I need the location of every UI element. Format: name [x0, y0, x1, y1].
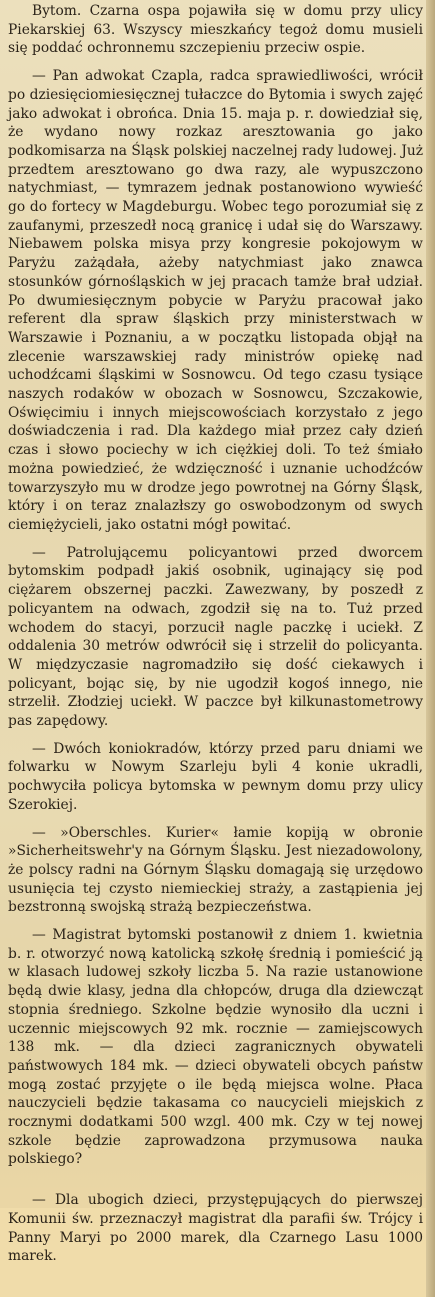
paragraph-school: — Magistrat bytomski postanowił z dniem 1. kwietnia b. r. otworzyć nową katolicką szkołę średnią i pomieścić ją w klasach ludowej szkoły liczba 5. Na razie ustanowione będą dwie klasy, jedna dla chłopców, druga dla dziewcząt stopnia średniego. Szkolne będzie wynosiło dla uczni i uczennic miejscowych 92 mk. rocznie — zamiejscowych 138 mk. — dla dzieci zagranicznych obywateli państwowych 184 mk. — dzieci obywateli obcych państw mogą zostać przyjęte o ile będą miejsca wolne. Płaca nauczycieli będzie takasama co naucycieli miejskich z rocznymi dodatkami 500 wzgl. 400 mk. Czy w tej nowej szkole będzie zaprowadzona przymusowa nauka polskiego?: [8, 927, 423, 1168]
paragraph-policeman: — Patrolującemu policyantowi przed dworcem bytomskim podpadł jakiś osobnik, uginający się pod ciężarem obszernej paczki. Zawezwany, by poszedł z policyantem na odwach, zgodził się na to. Tuż przed wchodem do stacyi, porzucił nagle paczkę i uciekł. Z oddalenia 30 metrów odwrócił się i strzelił do policyanta. W międzyczasie nagromadziło się dość ciekawych i policyant, bojąc się, by nie ugodził kogoś innego, nie strzelił. Złodziej uciekł. W paczce był kilkunastometrowy pas zapędowy.: [8, 544, 423, 730]
paragraph-communion: — Dla ubogich dzieci, przystępujących do pierwszej Komunii św. przeznaczył magistrat dla parafii św. Trójcy i Panny Maryi po 2000 marek, dla Czarnego Lasu 1000 marek.: [8, 1192, 423, 1265]
paragraph-czapla: — Pan adwokat Czapla, radca sprawiedliwości, wrócił po dziesięciomiesięcznej tułaczce do Bytomia i swych zajęć jako adwokat i obrońca. Dnia 15. maja p. r. dowiedział się, że wydano nowy rozkaz aresztowania go jako podkomisarza na Śląsk polskiej naczelnej rady ludowej. Już przedtem aresztowano go dwa razy, ale wypuszczono natychmiast, — tymrazem jednak postanowiono wywieść go do fortecy w Magdeburgu. Wobec tego porozumiał się z zaufanymi, przeszedł nocą granicę i udał się do Warszawy. Niebawem polska misya przy kongresie pokojowym w Paryżu zażądała, ażeby natychmiast jako znawca stosunków górnośląskich w jej pracach tamże brał udział. Po dwumiesięcznym pobycie w Paryżu pracował jako referent dla spraw śląskich przy ministerstwach w Warszawie i Poznaniu, a w początku listopada objął na zlecenie warszawskiej rady ministrów opiekę nad uchodźcami śląskimi w Sosnowcu. Od tego czasu tysiące naszych rodaków w obozach w Sosnowcu, Szczakowie, Oświęcimiu i innych miejscowościach korzystało z jego doświadczenia i rad. Dla każdego miał przez cały dzień czas i słowo pociechy w ich ciężkiej doli. To też śmiało można powiedzieć, że wdzięczność i uznanie uchodźców towarzyszyło mu w drodze jego powrotnej na Górny Śląsk, który i on teraz znalazłszy go oswobodzonym od swych ciemiężycieli, jako ostatni mógł powitać.: [8, 68, 423, 533]
paragraph-smallpox: Bytom. Czarna ospa pojawiła się w domu przy ulicy Piekarskiej 63. Wszyscy mieszkańcy tegoż domu musieli się poddać ochronnemu szczepieniu przeciw ospie.: [8, 3, 423, 57]
paragraph-horse-thieves: — Dwóch koniokradów, którzy przed paru dniami we folwarku w Nowym Szarleju byli 4 konie ukradli, pochwyciła policya bytomska w pewnym domu przy ulicy Szerokiej.: [8, 740, 423, 813]
paragraph-kurier: — »Oberschles. Kurier« łamie kopiją w obronie »Sicherheitswehr'y na Górnym Śląsku. Jest niezadowolony, że polscy radni na Górnym Śląsku domagają się urzędowo usunięcia tej czysto niemieckiej straży, a zastąpienia jej bezstronną swojską strażą bezpieczeństwa.: [8, 824, 423, 916]
